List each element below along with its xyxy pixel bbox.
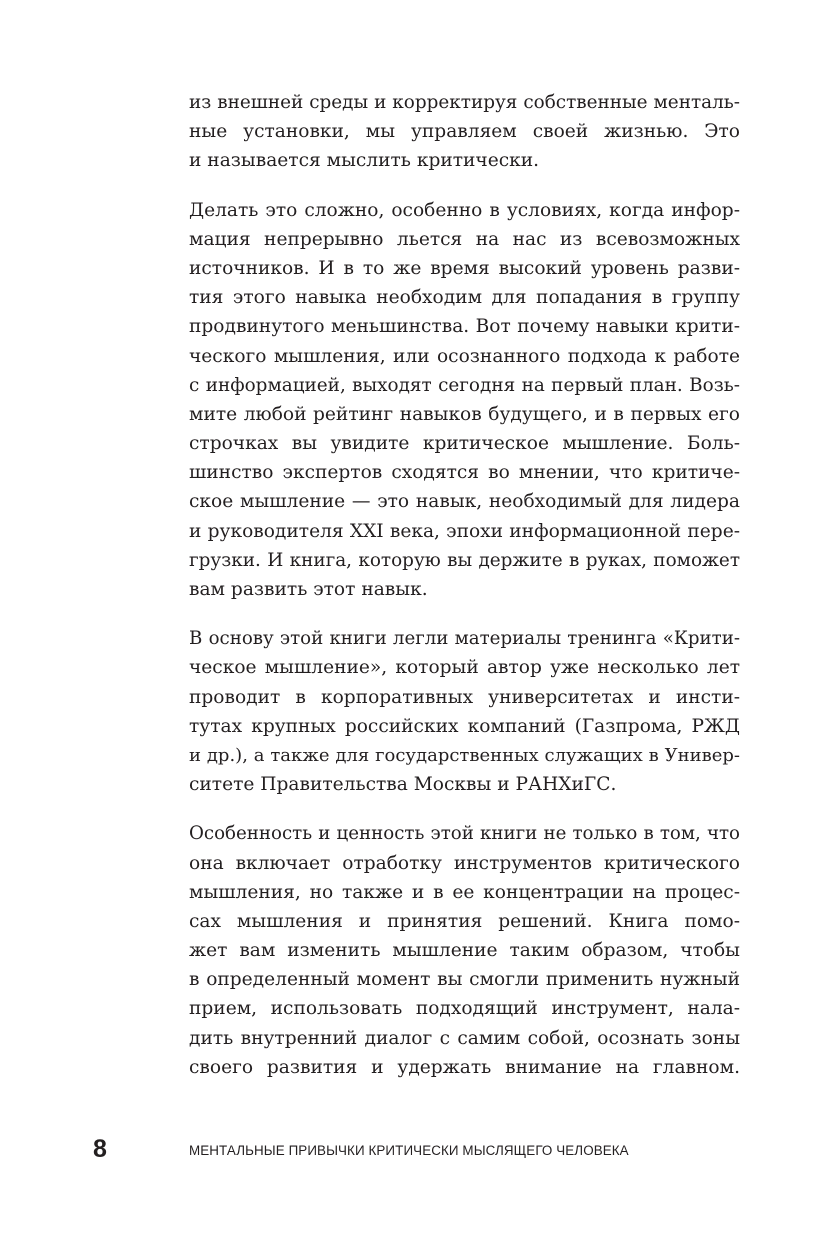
text-line: и руководителя XXI века, эпохи информационной пере- <box>189 520 740 542</box>
paragraph-1 <box>189 88 740 176</box>
text-line: Особенность и ценность этой книги не только в том, что <box>189 823 740 845</box>
text-line: В основу этой книги легли материалы тренинга «Крити- <box>189 628 740 650</box>
text-line: ные установки, мы управляем своей жизнью. Это <box>189 121 740 143</box>
text-line: и называется мыслить критически. <box>189 150 540 172</box>
text-line: прием, использовать подходящий инструмент, нала- <box>189 998 740 1020</box>
text-line: вам развить этот навык. <box>189 579 428 600</box>
text-line: мите любой рейтинг навыков будущего, и в первых его <box>189 403 740 425</box>
paragraph-2 <box>189 196 740 605</box>
text-line: жет вам изменить мышление таким образом, чтобы <box>189 940 740 962</box>
text-line: тутах крупных российских компаний (Газпрома, РЖД <box>189 715 740 737</box>
paragraph-4 <box>189 819 740 1082</box>
text-line: и др.), а также для государственных служащих в Универ- <box>189 744 740 766</box>
text-line: ческое мышление», который автор уже несколько лет <box>189 657 740 679</box>
text-line: мация непрерывно льется на нас из всевозможных <box>189 228 740 250</box>
page-number: 8 <box>93 1135 107 1163</box>
running-title: МЕНТАЛЬНЫЕ ПРИВЫЧКИ КРИТИЧЕСКИ МЫСЛЯЩЕГО ЧЕЛОВЕКА <box>189 1143 629 1158</box>
text-line: Делать это сложно, особенно в условиях, когда инфор- <box>189 199 740 221</box>
text-line: мышления, но также и в ее концентрации на процес- <box>189 881 740 903</box>
text-line: в определенный момент вы смогли применить нужный <box>189 969 740 991</box>
text-line: она включает отработку инструментов критического <box>189 852 740 874</box>
text-line: грузки. И книга, которую вы держите в руках, поможет <box>189 549 740 571</box>
text-line: сах мышления и принятия решений. Книга помо- <box>189 910 740 932</box>
text-line: с информацией, выходят сегодня на первый план. Возь- <box>189 374 740 396</box>
text-line: продвинутого меньшинства. Вот почему навыки крити- <box>189 316 740 338</box>
text-line: тия этого навыка необходим для попадания в группу <box>189 287 740 309</box>
text-line: проводит в корпоративных университетах и инсти- <box>189 686 740 708</box>
body-text <box>189 88 740 1082</box>
text-line: шинство экспертов сходятся во мнении, что критиче- <box>189 462 740 484</box>
text-line: источников. И в то же время высокий уровень разви- <box>189 257 740 279</box>
paragraph-3 <box>189 624 740 799</box>
text-line: своего развития и удержать внимание на главном. <box>189 1056 740 1078</box>
text-line: ское мышление — это навык, необходимый для лидера <box>189 491 740 513</box>
text-line: ческого мышления, или осознанного подхода к работе <box>189 345 740 367</box>
text-line: из внешней среды и корректируя собственные менталь- <box>189 92 740 113</box>
text-line: строчках вы увидите критическое мышление. Боль- <box>189 433 740 455</box>
text-line: ситете Правительства Москвы и РАНХиГС. <box>189 774 617 796</box>
text-line: дить внутренний диалог с самим собой, осознать зоны <box>189 1027 740 1049</box>
